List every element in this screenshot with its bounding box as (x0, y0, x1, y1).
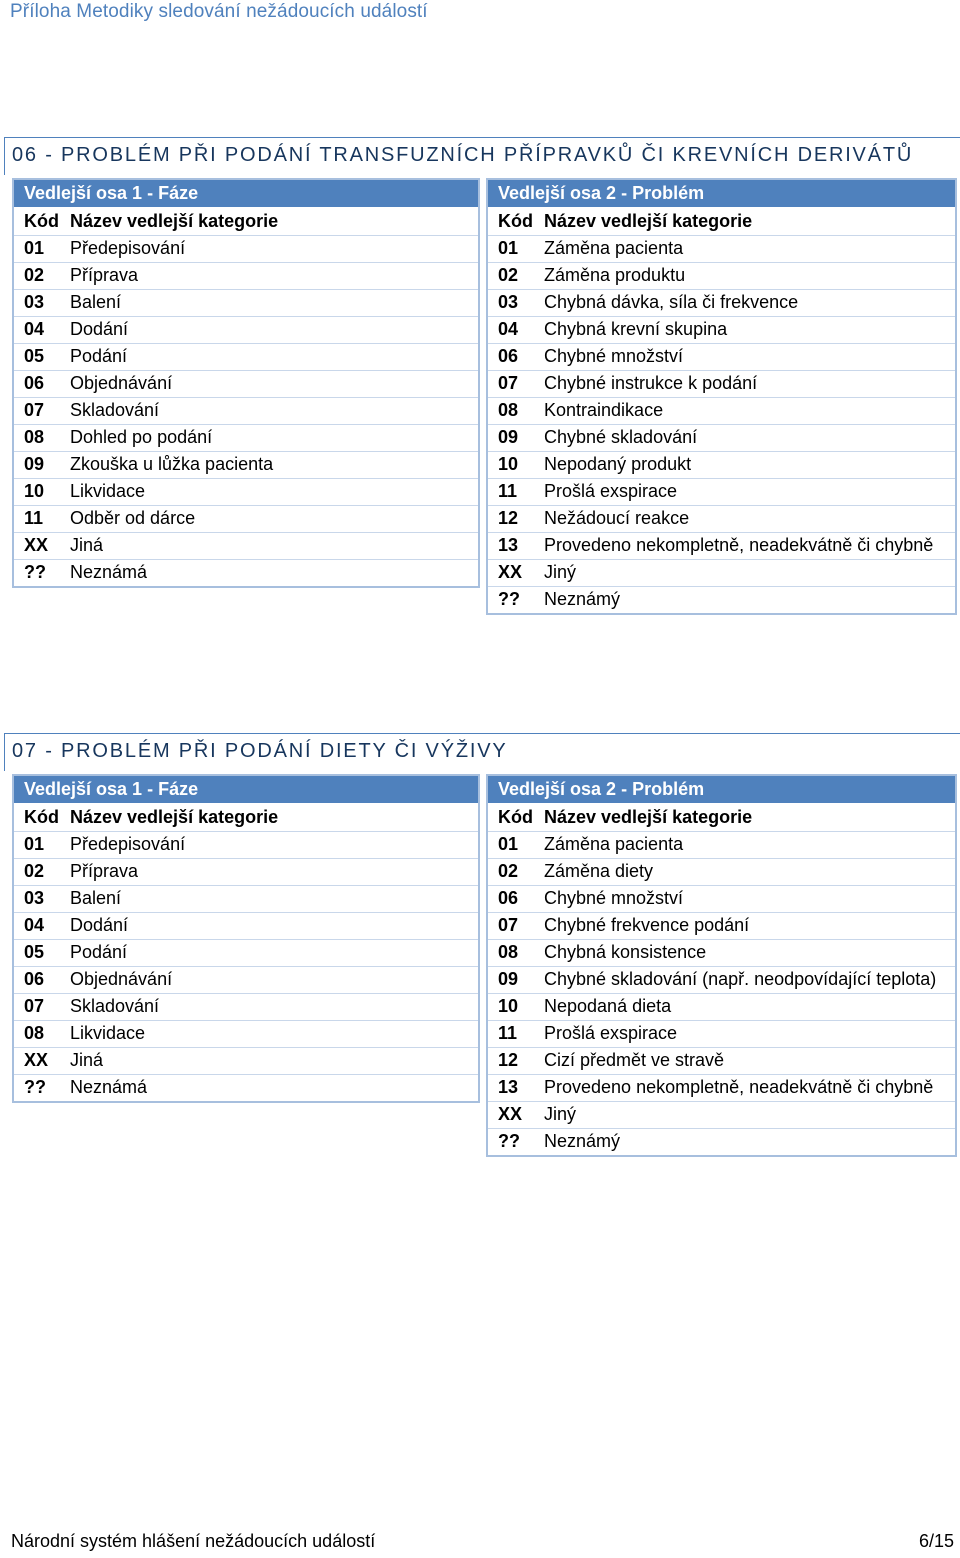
table-row (14, 506, 478, 533)
table-row (488, 1129, 955, 1155)
table-row (488, 425, 955, 452)
table-heading: Vedlejší osa 1 - Fáze (14, 180, 478, 209)
column-header-name: Název vedlejší kategorie (544, 211, 753, 231)
table-row (14, 425, 478, 452)
row-name: Chybné množství (544, 888, 684, 908)
row-code: XX (24, 535, 49, 555)
table-row (14, 859, 478, 886)
section-title: 07 - PROBLÉM PŘI PODÁNÍ DIETY ČI VÝŽIVY (4, 733, 960, 771)
row-name: Nepodaná dieta (544, 996, 672, 1016)
row-code: 02 (24, 265, 45, 285)
row-code: XX (498, 562, 523, 582)
column-header-row (488, 209, 955, 236)
table-row (488, 859, 955, 886)
table-row (14, 1048, 478, 1075)
table-rows (14, 236, 478, 586)
row-name: Cizí předmět ve stravě (544, 1050, 725, 1070)
row-name: Chybné skladování (např. neodpovídající teplota) (544, 969, 937, 989)
row-name: Nepodaný produkt (544, 454, 692, 474)
row-name: Jiný (544, 1104, 577, 1124)
row-name: Příprava (70, 861, 139, 881)
row-code: 01 (24, 238, 45, 258)
table-row (14, 560, 478, 586)
row-code: 08 (498, 400, 519, 420)
table-heading: Vedlejší osa 2 - Problém (488, 180, 955, 209)
row-name: Neznámá (70, 1077, 148, 1097)
row-code: 11 (498, 481, 518, 501)
row-code: 08 (498, 942, 519, 962)
row-name: Podání (70, 346, 128, 366)
row-name: Skladování (70, 996, 160, 1016)
row-code: 01 (24, 834, 45, 854)
table-row (488, 452, 955, 479)
row-code: 06 (24, 373, 45, 393)
table-row (488, 913, 955, 940)
row-code: ?? (498, 1131, 520, 1151)
table-row (488, 940, 955, 967)
row-name: Neznámý (544, 589, 621, 609)
table-row (488, 994, 955, 1021)
table-problem (486, 178, 957, 615)
table-row (14, 236, 478, 263)
row-name: Záměna pacienta (544, 834, 684, 854)
table-row (488, 886, 955, 913)
footer-system-name: Národní systém hlášení nežádoucích událostí (11, 1531, 376, 1551)
row-code: 10 (498, 454, 519, 474)
row-code: XX (24, 1050, 49, 1070)
column-header-code: Kód (24, 211, 59, 231)
row-code: 06 (498, 888, 519, 908)
row-name: Chybné skladování (544, 427, 698, 447)
row-name: Nežádoucí reakce (544, 508, 690, 528)
column-header-row (14, 209, 478, 236)
table-row (14, 1075, 478, 1101)
row-name: Chybné množství (544, 346, 684, 366)
table-heading: Vedlejší osa 2 - Problém (488, 776, 955, 805)
table-row (488, 560, 955, 587)
row-name: Příprava (70, 265, 139, 285)
row-code: 09 (498, 969, 519, 989)
column-header-name: Název vedlejší kategorie (70, 211, 279, 231)
table-row (14, 452, 478, 479)
row-code: 13 (498, 1077, 519, 1097)
row-name: Odběr od dárce (70, 508, 196, 528)
section-07 (0, 733, 960, 1233)
row-name: Zkouška u lůžka pacienta (70, 454, 274, 474)
table-row (488, 398, 955, 425)
row-code: 07 (498, 915, 519, 935)
table-row (14, 913, 478, 940)
row-name: Kontraindikace (544, 400, 664, 420)
row-code: 06 (24, 969, 45, 989)
table-row (488, 1102, 955, 1129)
table-row (14, 479, 478, 506)
table-row (14, 886, 478, 913)
table-row (488, 506, 955, 533)
table-rows (488, 832, 955, 1155)
row-code: XX (498, 1104, 523, 1124)
table-row (488, 290, 955, 317)
row-code: 02 (498, 265, 519, 285)
row-code: 02 (498, 861, 519, 881)
row-code: 08 (24, 1023, 45, 1043)
table-row (488, 263, 955, 290)
row-name: Předepisování (70, 834, 186, 854)
table-rows (488, 236, 955, 613)
row-name: Jiný (544, 562, 577, 582)
row-name: Prošlá exspirace (544, 1023, 678, 1043)
row-name: Prošlá exspirace (544, 481, 678, 501)
row-name: Dohled po podání (70, 427, 213, 447)
row-code: 01 (498, 834, 519, 854)
row-code: 05 (24, 942, 45, 962)
table-row (14, 940, 478, 967)
column-header-name: Název vedlejší kategorie (544, 807, 753, 827)
row-name: Záměna pacienta (544, 238, 684, 258)
table-row (488, 587, 955, 613)
row-code: 09 (24, 454, 45, 474)
column-header-name: Název vedlejší kategorie (70, 807, 279, 827)
column-header-code: Kód (498, 211, 533, 231)
row-code: 07 (498, 373, 519, 393)
row-code: 03 (24, 888, 45, 908)
table-row (14, 290, 478, 317)
document-header-title: Příloha Metodiky sledování nežádoucích událostí (10, 1, 428, 22)
column-header-row (14, 805, 478, 832)
row-code: 03 (24, 292, 45, 312)
table-row (14, 344, 478, 371)
table-row (14, 1021, 478, 1048)
table-row (488, 236, 955, 263)
column-header-code: Kód (498, 807, 533, 827)
row-name: Neznámý (544, 1131, 621, 1151)
table-row (488, 1021, 955, 1048)
row-code: ?? (24, 562, 46, 582)
table-row (14, 994, 478, 1021)
table-row (14, 371, 478, 398)
table-phase (12, 178, 480, 588)
row-name: Jiná (70, 535, 104, 555)
table-row (488, 832, 955, 859)
row-name: Předepisování (70, 238, 186, 258)
table-problem (486, 774, 957, 1157)
column-header-code: Kód (24, 807, 59, 827)
row-code: 06 (498, 346, 519, 366)
table-row (14, 533, 478, 560)
row-code: 04 (24, 915, 45, 935)
table-heading: Vedlejší osa 1 - Fáze (14, 776, 478, 805)
row-code: 10 (498, 996, 519, 1016)
row-name: Balení (70, 888, 122, 908)
row-code: ?? (498, 589, 520, 609)
row-code: 04 (24, 319, 45, 339)
row-name: Objednávání (70, 373, 173, 393)
row-code: 11 (498, 1023, 518, 1043)
row-name: Likvidace (70, 481, 146, 501)
table-row (488, 967, 955, 994)
row-name: Balení (70, 292, 122, 312)
row-code: 11 (24, 508, 44, 528)
row-name: Chybné instrukce k podání (544, 373, 758, 393)
row-name: Záměna produktu (544, 265, 686, 285)
row-code: 04 (498, 319, 519, 339)
row-code: 07 (24, 400, 45, 420)
row-code: 07 (24, 996, 45, 1016)
table-row (488, 371, 955, 398)
row-code: 08 (24, 427, 45, 447)
table-row (488, 533, 955, 560)
row-code: 01 (498, 238, 519, 258)
row-name: Likvidace (70, 1023, 146, 1043)
row-code: 12 (498, 1050, 519, 1070)
row-name: Dodání (70, 915, 129, 935)
row-name: Objednávání (70, 969, 173, 989)
table-row (14, 263, 478, 290)
row-name: Skladování (70, 400, 160, 420)
row-code: 13 (498, 535, 519, 555)
row-name: Provedeno nekompletně, neadekvátně či chybně (544, 535, 934, 555)
row-code: 09 (498, 427, 519, 447)
row-name: Dodání (70, 319, 129, 339)
column-header-row (488, 805, 955, 832)
row-name: Podání (70, 942, 128, 962)
table-row (14, 317, 478, 344)
table-row (14, 967, 478, 994)
row-name: Chybná krevní skupina (544, 319, 728, 339)
row-code: 12 (498, 508, 519, 528)
row-name: Jiná (70, 1050, 104, 1070)
table-rows (14, 832, 478, 1101)
table-row (14, 832, 478, 859)
table-row (488, 1048, 955, 1075)
row-code: ?? (24, 1077, 46, 1097)
row-name: Záměna diety (544, 861, 654, 881)
table-row (14, 398, 478, 425)
footer-page-number: 6/15 (918, 1531, 954, 1551)
row-name: Provedeno nekompletně, neadekvátně či chybně (544, 1077, 934, 1097)
row-code: 10 (24, 481, 45, 501)
table-row (488, 344, 955, 371)
row-code: 03 (498, 292, 519, 312)
section-06 (0, 137, 960, 677)
table-row (488, 1075, 955, 1102)
row-name: Neznámá (70, 562, 148, 582)
table-row (488, 317, 955, 344)
section-title: 06 - PROBLÉM PŘI PODÁNÍ TRANSFUZNÍCH PŘÍPRAVKŮ ČI KREVNÍCH DERIVÁTŮ (4, 137, 960, 175)
row-code: 05 (24, 346, 45, 366)
row-code: 02 (24, 861, 45, 881)
row-name: Chybná konsistence (544, 942, 707, 962)
row-name: Chybná dávka, síla či frekvence (544, 292, 799, 312)
table-row (488, 479, 955, 506)
table-phase (12, 774, 480, 1103)
row-name: Chybné frekvence podání (544, 915, 750, 935)
